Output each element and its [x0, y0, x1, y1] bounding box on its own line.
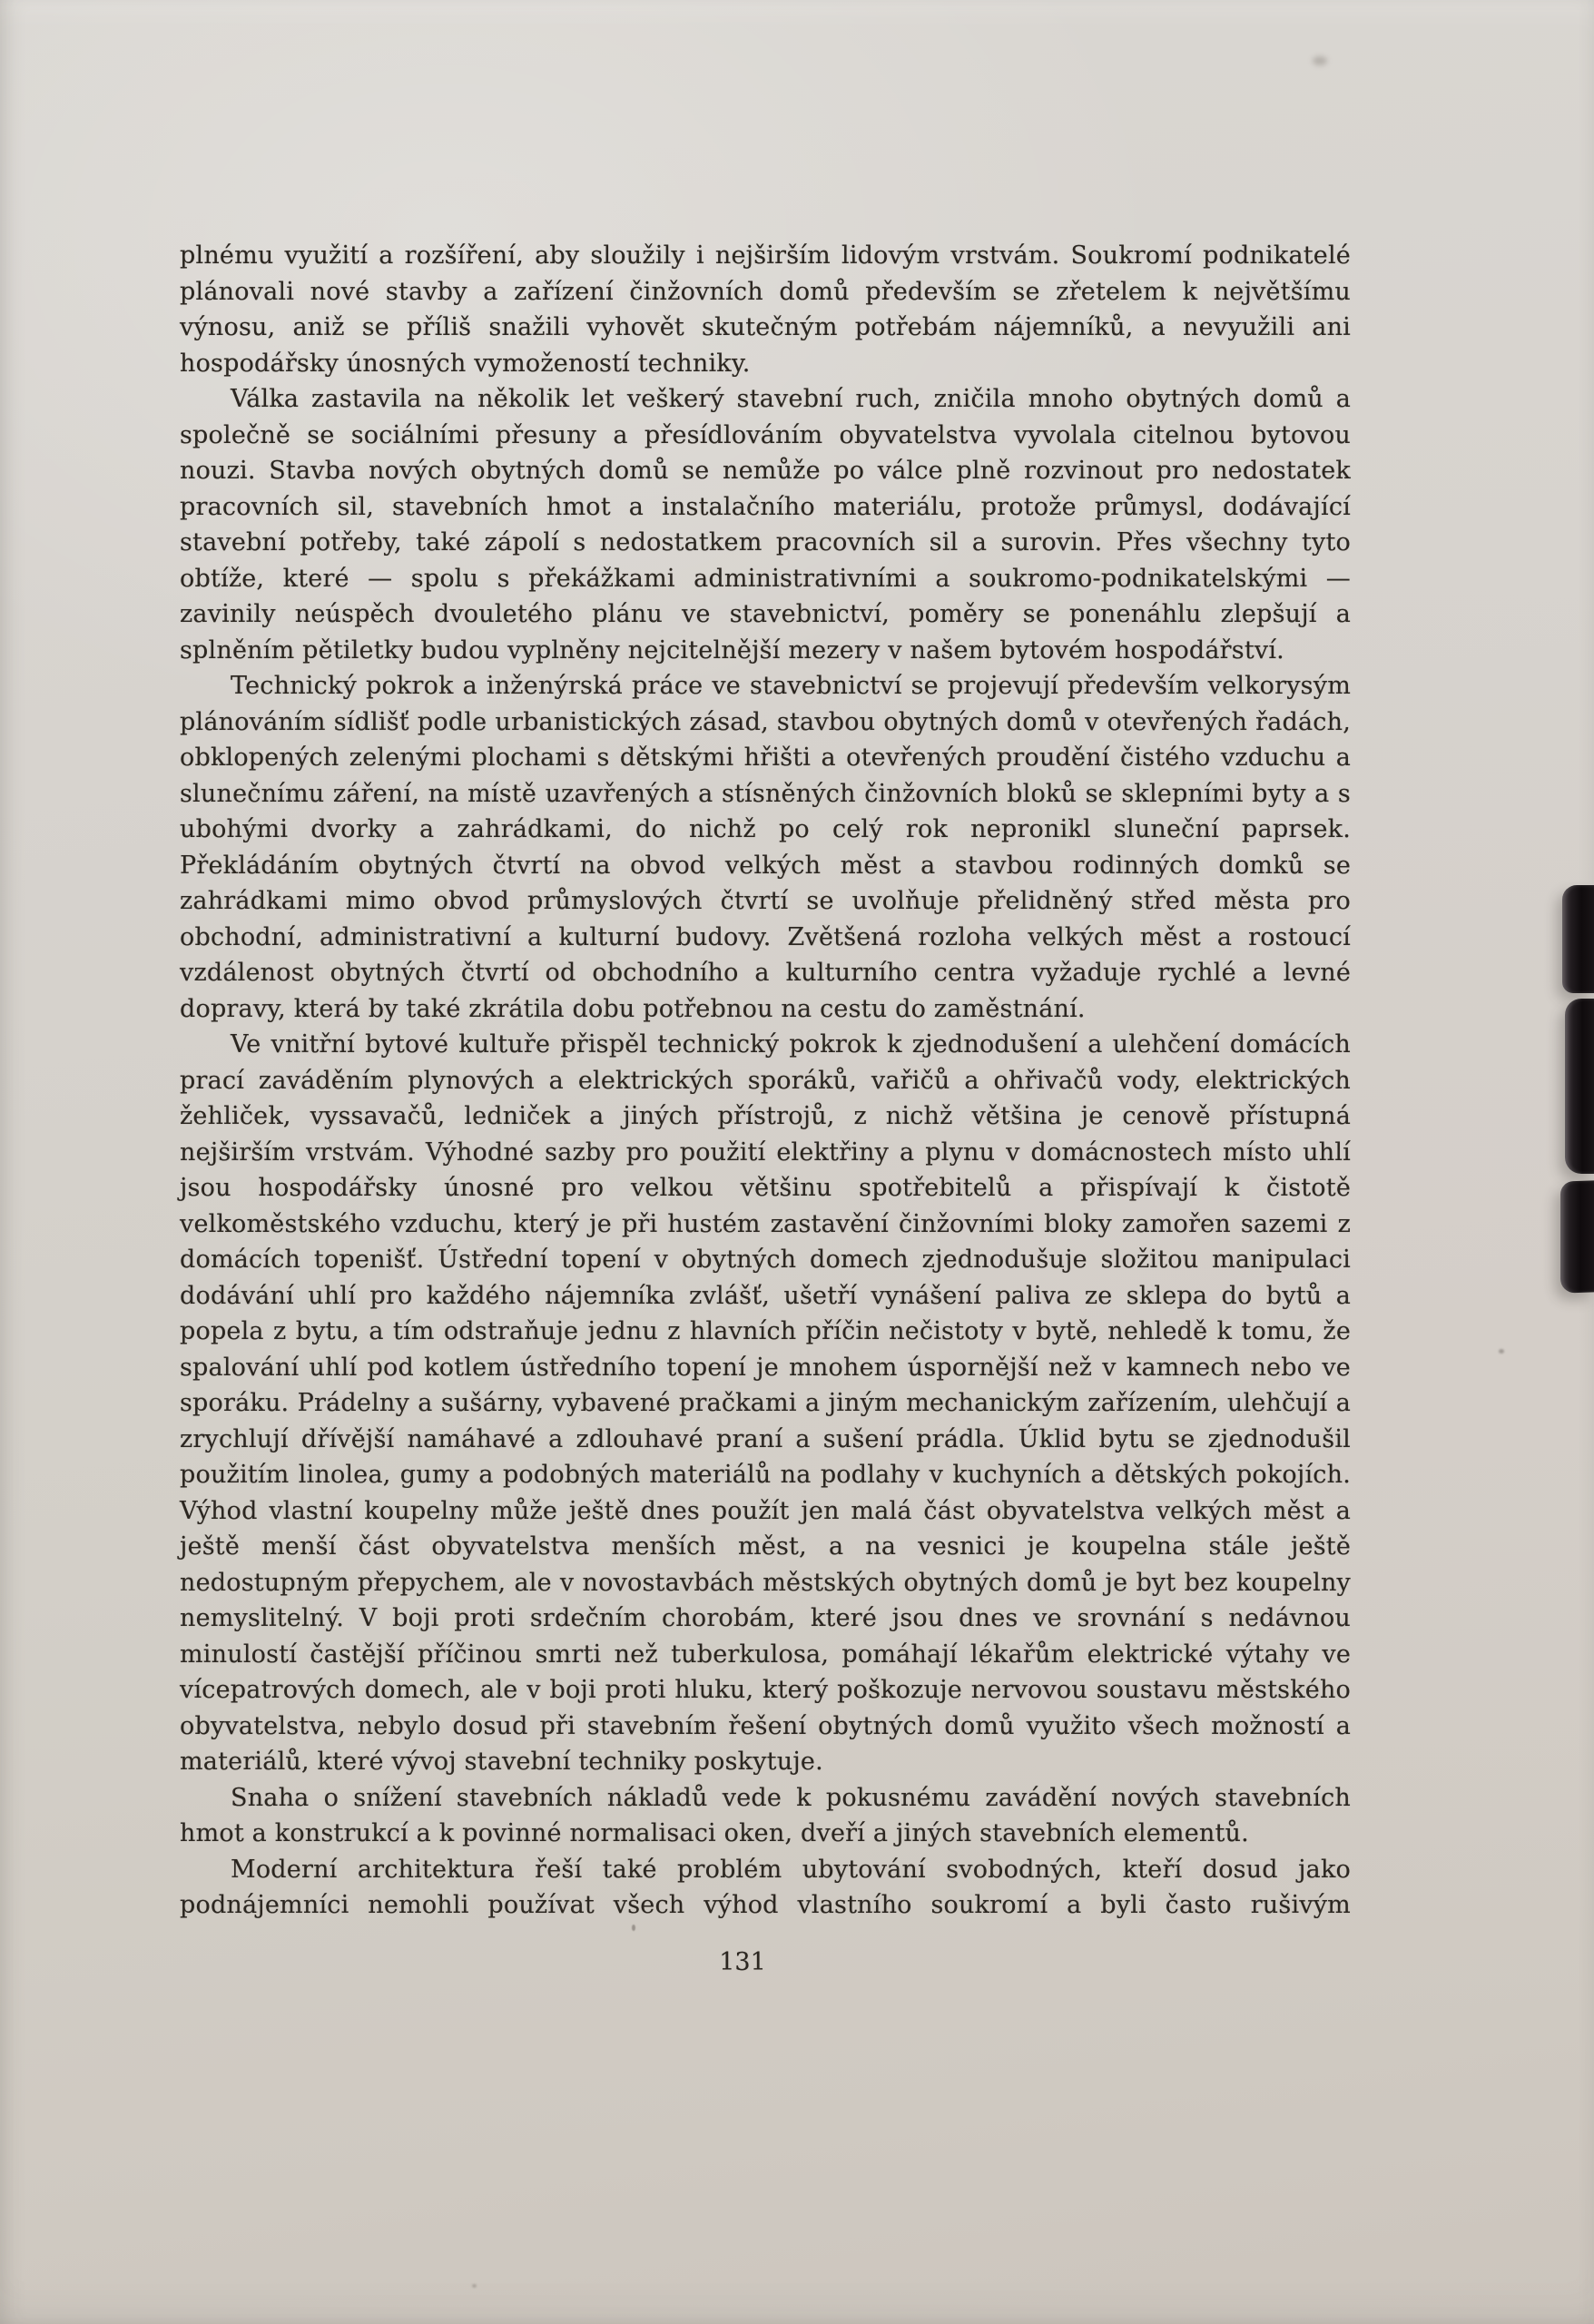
paragraph: plnému využití a rozšíření, aby sloužily i nejširším lidovým vrstvám. Soukromí podnikatelé plánovali nové stavby a zařízení činžovních domů především se zřetelem k největšímu výnosu, aniž se příliš snažili vyhovět skutečným potřebám nájemníků, a nevyužili ani hospodářsky únosných vymožeností techniky.: [180, 241, 1351, 378]
binder-clip-segment: [1565, 999, 1594, 1174]
binder-clip-segment: [1560, 1180, 1594, 1293]
paper-speck: [1499, 1349, 1504, 1354]
paragraph: Válka zastavila na několik let veškerý stavební ruch, zničila mnoho obytných domů a společně se sociálními přesuny a přesídlováním obyvatelstva vyvolala citelnou bytovou nouzi. Stavba nových obytných domů se nemůže po válce plně rozvinout pro nedostatek pracovních sil, stavebních hmot a instalačního materiálu, protože průmysl, dodávající stavební potřeby, také zápolí s nedostatkem pracovních sil a surovin. Přes všechny tyto obtíže, které — spolu s překážkami administrativními a soukromo-podnikatelskými — zavinily neúspěch dvouletého plánu ve stavebnictví, poměry se ponenáhlu zlepšují a splněním pětiletky budou vyplněny nejcitelnější mezery v našem bytovém hospodářství.: [180, 385, 1351, 665]
binder-clip-segment: [1562, 885, 1594, 993]
paper-speck: [632, 1925, 635, 1931]
paragraph: Snaha o snížení stavebních nákladů vede k pokusnému zavádění nových stavebních hmot a konstrukcí a k povinné normalisaci oken, dveří a jiných stavebních elementů.: [180, 1783, 1351, 1847]
paragraph: Technický pokrok a inženýrská práce ve stavebnictví se projevují především velkorysým plánováním sídlišť podle urbanistických zásad, stavbou obytných domů v otevřených řadách, obklopených zelenými plochami s dětskými hřišti a otevřených proudění čistého vzduchu a slunečnímu záření, na místě uzavřených a stísněných činžovních bloků se sklepními byty a s ubohými dvorky a zahrádkami, do nichž po celý rok nepronikl sluneční paprsek. Překládáním obytných čtvrtí na obvod velkých měst a stavbou rodinných domků se zahrádkami mimo obvod průmyslových čtvrtí se uvolňuje přelidněný střed města pro obchodní, administrativní a kulturní budovy. Zvětšená rozloha velkých měst a rostoucí vzdálenost obytných čtvrtí od obchodního a kulturního centra vyžaduje rychlé a levné dopravy, která by také zkrátila dobu potřebnou na cestu do zaměstnání.: [180, 672, 1351, 1023]
paragraph: Moderní architektura řeší také problém ubytování svobodných, kteří dosud jako podnájemníci nemohli používat všech výhod vlastního soukromí a byli často rušivým: [180, 1855, 1351, 1919]
page-text-block: [180, 238, 1351, 1924]
paragraph: Ve vnitřní bytové kultuře přispěl technický pokrok k zjednodušení a ulehčení domácích prací zaváděním plynových a elektrických sporáků, vařičů a ohřivačů vody, elektrických žehliček, vyssavačů, ledniček a jiných přístrojů, z nichž většina je cenově přístupná nejširším vrstvám. Výhodné sazby pro použití elektřiny a plynu v domácnostech místo uhlí jsou hospodářsky únosné pro velkou většinu spotřebitelů a přispívají k čistotě velkoměstského vzduchu, který je při hustém zastavění činžovními bloky zamořen sazemi z domácích topenišť. Ústřední topení v obytných domech zjednodušuje složitou manipulaci dodávání uhlí pro každého nájemníka zvlášť, ušetří vynášení paliva ze sklepa do bytů a popela z bytu, a tím odstraňuje jednu z hlavních příčin nečistoty v bytě, nehledě k tomu, že spalování uhlí pod kotlem ústředního topení je mnohem úspornější než v kamnech nebo ve sporáku. Prádelny a sušárny, vybavené pračkami a jiným mechanickým zařízením, ulehčují a zrychlují dřívější namáhavé a zdlouhavé praní a sušení prádla. Úklid bytu se zjednodušil použitím linolea, gumy a podobných materiálů na podlahy v kuchyních a dětských pokojích. Výhod vlastní koupelny může ještě dnes použít jen malá část obyvatelstva velkých měst a ještě menší část obyvatelstva menších měst, a na vesnici je koupelna stále ještě nedostupným přepychem, ale v novostavbách městských obytných domů je byt bez koupelny nemyslitelný. V boji proti srdečním chorobám, které jsou dnes ve srovnání s nedávnou minulostí častější příčinou smrti než tuberkulosa, pomáhají lékařům elektrické výtahy ve vícepatrových domech, ale v boji proti hluku, který poškozuje nervovou soustavu městského obyvatelstva, nebylo dosud při stavebním řešení obytných domů využito všech možností a materiálů, které vývoj stavební techniky poskytuje.: [180, 1030, 1351, 1776]
page-number: 131: [719, 1948, 766, 1976]
paper-speck: [472, 2284, 477, 2288]
paper-smudge: [1313, 56, 1327, 65]
